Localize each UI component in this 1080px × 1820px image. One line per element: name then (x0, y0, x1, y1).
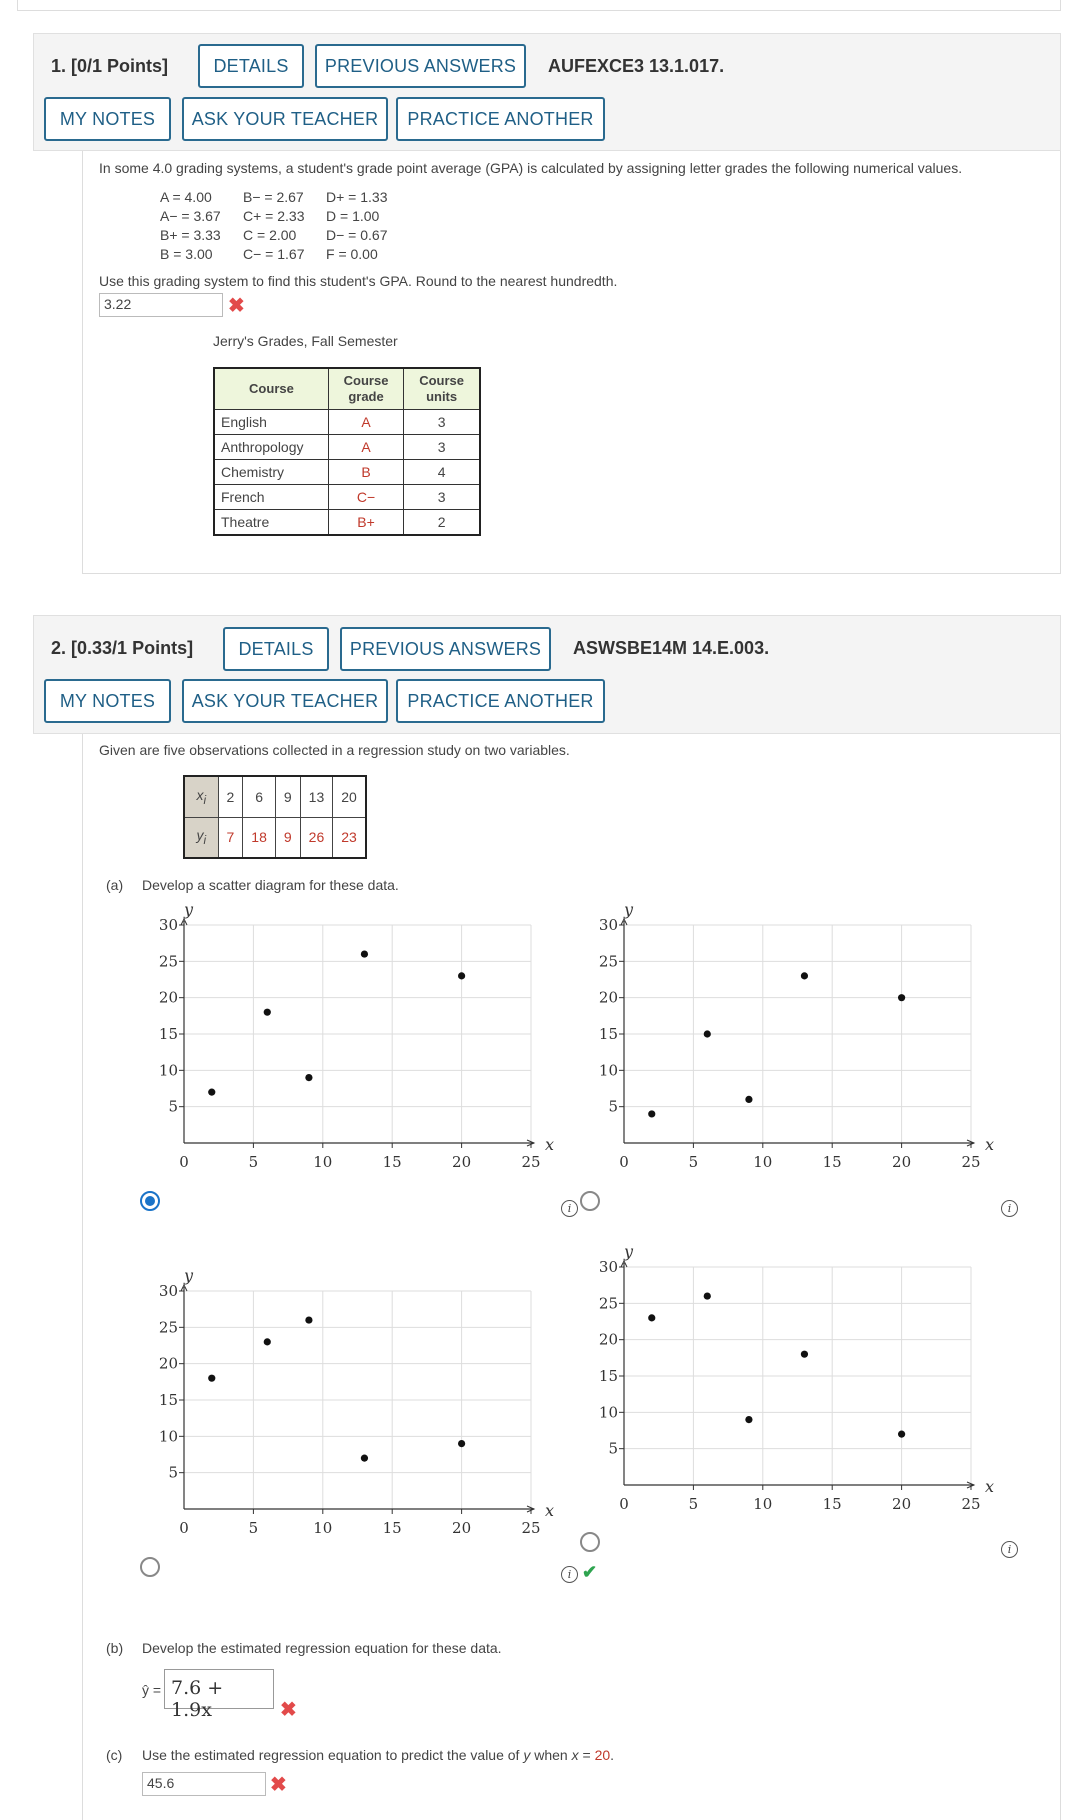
data-point (264, 1338, 271, 1345)
x-tick-label: 15 (822, 1495, 842, 1513)
practice-another-button[interactable]: PRACTICE ANOTHER (396, 97, 605, 141)
part-c-text: Use the estimated regression equation to predict the value of y when x = 20. (142, 1747, 615, 1763)
y-tick-label: 10 (598, 1061, 618, 1080)
x-tick-label: 10 (313, 1153, 333, 1171)
table-row (214, 485, 480, 510)
q2-intro: Given are five observations collected in a regression study on two variables. (99, 742, 570, 758)
grade-values-col-3: D+ = 1.33 D = 1.00 D− = 0.67 F = 0.00 (326, 189, 388, 262)
y-tick-label: 20 (598, 988, 618, 1007)
y-tick-label: 30 (598, 1258, 618, 1276)
q1-intro: In some 4.0 grading systems, a student's grade point average (GPA) is calculated by assigning letter grades the following numerical values. (99, 160, 963, 176)
option-3-radio[interactable] (140, 1557, 160, 1577)
course-grade: B (328, 460, 403, 485)
data-point (801, 1351, 808, 1358)
previous-answers-button[interactable]: PREVIOUS ANSWERS (315, 44, 526, 88)
previous-question-frame (17, 0, 1061, 11)
y-axis-label: y (184, 900, 194, 919)
q1-instruction: Use this grading system to find this student's GPA. Round to the nearest hundredth. (99, 273, 618, 289)
observations-table (183, 775, 367, 859)
course-units: 2 (404, 510, 480, 535)
info-icon[interactable]: i (1001, 1541, 1018, 1558)
details-button[interactable]: DETAILS (223, 627, 329, 671)
course-name: Chemistry (214, 460, 328, 485)
part-a-label: (a) (106, 877, 124, 893)
y-tick-label: 30 (598, 916, 618, 934)
data-point (264, 1009, 271, 1016)
ask-your-teacher-button[interactable]: ASK YOUR TEACHER (182, 97, 388, 141)
x-tick-label: 25 (961, 1153, 981, 1171)
y-tick-label: 10 (598, 1403, 618, 1422)
header-course: Course (214, 368, 328, 410)
x-tick-label: 0 (619, 1495, 629, 1513)
info-icon[interactable]: i (561, 1200, 578, 1217)
x-value: 6 (243, 776, 276, 817)
x-tick-label: 25 (521, 1519, 541, 1537)
y-tick-label: 15 (598, 1367, 618, 1385)
option-4-radio[interactable] (580, 1532, 600, 1552)
grade-values-col-2: B− = 2.67 C+ = 2.33 C = 2.00 C− = 1.67 (243, 189, 305, 262)
table-row (214, 410, 480, 435)
y-value: 9 (275, 817, 300, 858)
question-number: 1. [0/1 Points] (51, 56, 169, 76)
y-value: 23 (333, 817, 366, 858)
x-value: 2 (218, 776, 243, 817)
data-point (648, 1314, 655, 1321)
data-point (745, 1416, 752, 1423)
header-course-units: Course units (404, 368, 480, 410)
x-tick-label: 15 (382, 1153, 402, 1171)
y-row (184, 817, 366, 858)
x-axis-label: x (985, 1477, 995, 1496)
course-units: 3 (404, 485, 480, 510)
data-point (704, 1030, 711, 1037)
y-tick-label: 5 (168, 1463, 178, 1482)
y-tick-label: 30 (158, 1282, 178, 1300)
details-button[interactable]: DETAILS (198, 44, 304, 88)
my-notes-button[interactable]: MY NOTES (44, 97, 171, 141)
y-tick-label: 20 (158, 988, 178, 1007)
y-tick-label: 25 (598, 952, 618, 971)
part-c-label: (c) (106, 1747, 123, 1763)
table-caption: Jerry's Grades, Fall Semester (213, 333, 398, 349)
my-notes-button[interactable]: MY NOTES (44, 679, 171, 723)
x-value-highlight: 20 (594, 1747, 611, 1763)
scatter-plot-option-4 (580, 1242, 1000, 1522)
data-point (745, 1096, 752, 1103)
option-2-radio[interactable] (580, 1191, 600, 1211)
table-row (214, 510, 480, 535)
data-point (361, 1455, 368, 1462)
course-units: 3 (404, 410, 480, 435)
y-header: $y_i$ (184, 817, 218, 858)
points-label: [0/1 Points] (71, 56, 169, 76)
info-icon[interactable]: i (561, 1566, 578, 1583)
prediction-answer-field[interactable]: 45.6 (142, 1772, 266, 1796)
x-tick-label: 20 (892, 1495, 912, 1513)
x-axis-label: x (985, 1135, 995, 1154)
data-point (898, 994, 905, 1001)
x-tick-label: 0 (619, 1153, 629, 1171)
y-tick-label: 25 (158, 952, 178, 971)
data-point (305, 1316, 312, 1323)
x-value: 13 (300, 776, 333, 817)
y-value: 26 (300, 817, 333, 858)
x-value: 9 (275, 776, 300, 817)
data-point (898, 1431, 905, 1438)
yhat-label: ŷ = (142, 1682, 162, 1698)
course-name: Anthropology (214, 435, 328, 460)
course-grade: A (328, 410, 403, 435)
x-tick-label: 0 (179, 1153, 189, 1171)
grades-table (213, 367, 481, 536)
x-header: $x_i$ (184, 776, 218, 817)
y-tick-label: 20 (598, 1330, 618, 1349)
course-name: English (214, 410, 328, 435)
y-value: 7 (218, 817, 243, 858)
y-tick-label: 15 (158, 1025, 178, 1043)
y-tick-label: 5 (168, 1097, 178, 1116)
regression-equation-field[interactable]: 7.6 + 1.9x (164, 1669, 274, 1709)
x-tick-label: 10 (753, 1495, 773, 1513)
data-point (458, 972, 465, 979)
question-number: 2. [0.33/1 Points] (51, 638, 194, 658)
header-course-grade: Course grade (328, 368, 403, 410)
y-tick-label: 15 (158, 1391, 178, 1409)
y-tick-label: 5 (608, 1439, 618, 1458)
x-axis-label: x (545, 1501, 555, 1520)
scatter-plot-option-1 (140, 900, 560, 1180)
y-value: 18 (243, 817, 276, 858)
x-tick-label: 0 (179, 1519, 189, 1537)
x-tick-label: 20 (452, 1153, 472, 1171)
y-tick-label: 10 (158, 1427, 178, 1446)
course-name: French (214, 485, 328, 510)
data-point (704, 1292, 711, 1299)
x-value: 20 (333, 776, 366, 817)
x-tick-label: 15 (382, 1519, 402, 1537)
gpa-answer-field[interactable]: 3.22 (99, 293, 223, 317)
incorrect-icon: ✖ (280, 1699, 297, 1721)
correct-check-icon: ✔ (582, 1562, 598, 1582)
x-row (184, 776, 366, 817)
course-units: 3 (404, 435, 480, 460)
x-tick-label: 5 (688, 1153, 699, 1171)
course-grade: B+ (328, 510, 403, 535)
y-tick-label: 5 (608, 1097, 618, 1116)
x-tick-label: 25 (961, 1495, 981, 1513)
y-tick-label: 15 (598, 1025, 618, 1043)
practice-another-button[interactable]: PRACTICE ANOTHER (396, 679, 605, 723)
incorrect-icon: ✖ (270, 1774, 287, 1796)
x-tick-label: 5 (248, 1153, 259, 1171)
y-tick-label: 30 (158, 916, 178, 934)
course-units: 4 (404, 460, 480, 485)
data-point (801, 972, 808, 979)
x-tick-label: 25 (521, 1153, 541, 1171)
data-point (208, 1089, 215, 1096)
data-point (361, 950, 368, 957)
x-tick-label: 10 (753, 1153, 773, 1171)
problem-code: AUFEXCE3 13.1.017. (548, 56, 725, 76)
scatter-plot-option-2 (580, 900, 1000, 1180)
x-tick-label: 5 (248, 1519, 259, 1537)
part-b-label: (b) (106, 1640, 124, 1656)
grade-values-col-1: A = 4.00 A− = 3.67 B+ = 3.33 B = 3.00 (160, 189, 221, 262)
y-axis-label: y (624, 1242, 634, 1261)
points-label: [0.33/1 Points] (71, 638, 194, 658)
data-point (458, 1440, 465, 1447)
data-point (305, 1074, 312, 1081)
y-axis-label: y (624, 900, 634, 919)
y-tick-label: 20 (158, 1354, 178, 1373)
option-1-radio[interactable] (140, 1191, 160, 1211)
course-grade: C− (328, 485, 403, 510)
x-tick-label: 5 (688, 1495, 699, 1513)
ask-your-teacher-button[interactable]: ASK YOUR TEACHER (182, 679, 388, 723)
incorrect-icon: ✖ (228, 295, 245, 317)
y-tick-label: 25 (158, 1318, 178, 1337)
part-a-text: Develop a scatter diagram for these data. (142, 877, 399, 893)
x-tick-label: 15 (822, 1153, 842, 1171)
previous-answers-button[interactable]: PREVIOUS ANSWERS (340, 627, 551, 671)
course-name: Theatre (214, 510, 328, 535)
table-row (214, 460, 480, 485)
table-header-row (214, 368, 480, 410)
scatter-plot-option-3 (140, 1266, 560, 1546)
course-grade: A (328, 435, 403, 460)
problem-code: ASWSBE14M 14.E.003. (573, 638, 770, 658)
data-point (648, 1110, 655, 1117)
y-tick-label: 25 (598, 1294, 618, 1313)
part-b-text: Develop the estimated regression equation for these data. (142, 1640, 502, 1656)
x-tick-label: 10 (313, 1519, 333, 1537)
x-tick-label: 20 (892, 1153, 912, 1171)
x-tick-label: 20 (452, 1519, 472, 1537)
info-icon[interactable]: i (1001, 1200, 1018, 1217)
data-point (208, 1375, 215, 1382)
y-tick-label: 10 (158, 1061, 178, 1080)
table-row (214, 435, 480, 460)
y-axis-label: y (184, 1266, 194, 1285)
x-axis-label: x (545, 1135, 555, 1154)
